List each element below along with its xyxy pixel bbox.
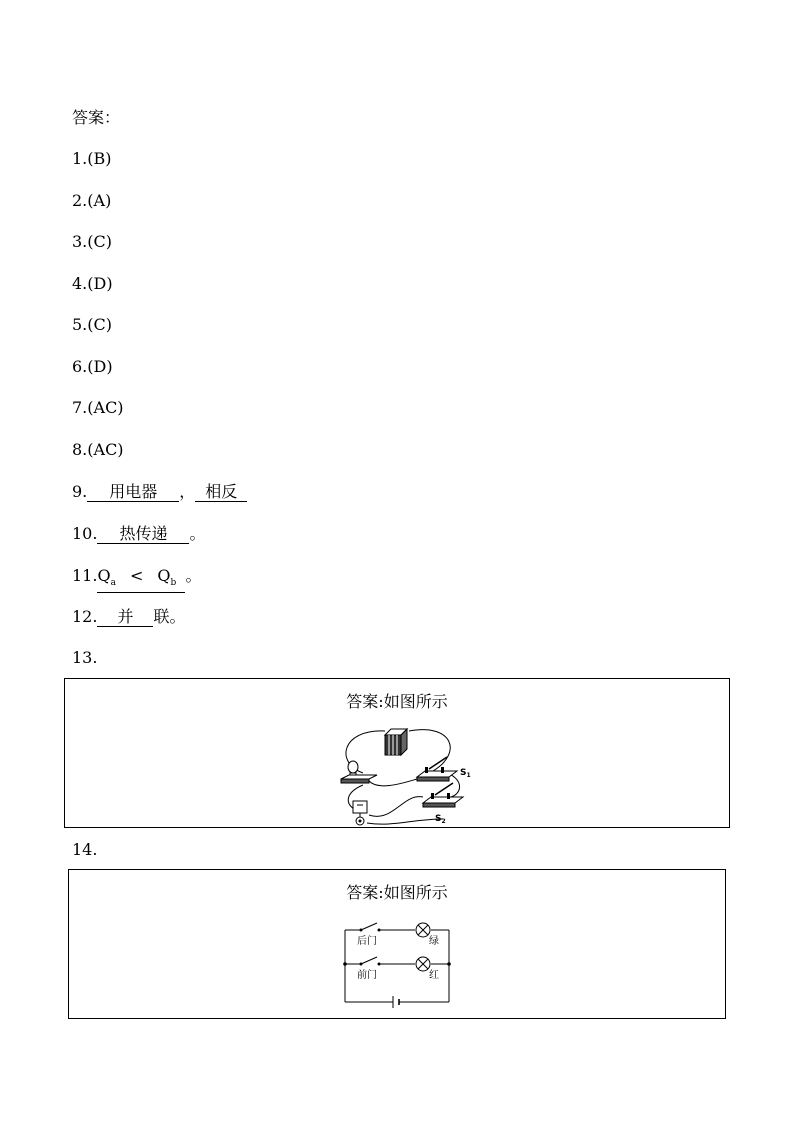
answer-4: 4.(D) [72,274,113,293]
answer-13-box [64,678,730,828]
answer-1: 1.(B) [72,149,112,168]
front-door-switch-icon [360,957,381,966]
answer-7: 7.(AC) [72,398,124,417]
red-lamp-icon [416,957,430,971]
answer-13-caption: 答案:如图所示 [346,692,448,711]
answer-12: 12. 并 联。 [72,607,186,626]
answers-heading: 答案： [72,108,121,127]
green-label: 绿 [429,936,439,947]
bell-icon [353,801,367,825]
answer-5: 5.(C) [72,315,112,334]
question-13-number: 13. [72,648,98,667]
switch-s1-icon [417,757,457,781]
back-door-label: 后门 [357,936,377,947]
blank-12: 并 [97,608,153,627]
physical-circuit-diagram [333,723,483,827]
front-door-label: 前门 [357,970,377,981]
blank-9-2: 相反 [195,483,247,502]
switch-s2-label: $S_2$ [435,814,446,825]
answer-6: 6.(D) [72,357,113,376]
green-lamp-icon [416,923,430,937]
answer-9: 9. 用电器 ， 相反 [72,482,247,502]
answer-11: $11.Q_a < Q_b$ 。 [72,566,201,593]
battery-icon [385,729,407,755]
switch-s2-icon [423,783,463,807]
answer-14-box [68,869,726,1019]
circuit-schematic-diagram [341,918,451,1008]
answer-14-caption: 答案:如图所示 [346,883,448,902]
bulb-icon [341,761,377,783]
answer-8: 8.(AC) [72,440,124,459]
question-14-number: 14. [72,840,98,859]
switch-s1-label: $S_1$ [460,768,471,779]
blank-9-1: 用电器 [87,483,179,502]
back-door-switch-icon [360,923,381,932]
blank-11: $Q_a < Q_b$ [97,567,185,593]
answer-2: 2.(A) [72,191,112,210]
answer-3: 3.(C) [72,232,112,251]
answer-10: 10. 热传递 。 [72,524,206,543]
red-label: 红 [429,970,439,981]
blank-10: 热传递 [97,525,189,544]
